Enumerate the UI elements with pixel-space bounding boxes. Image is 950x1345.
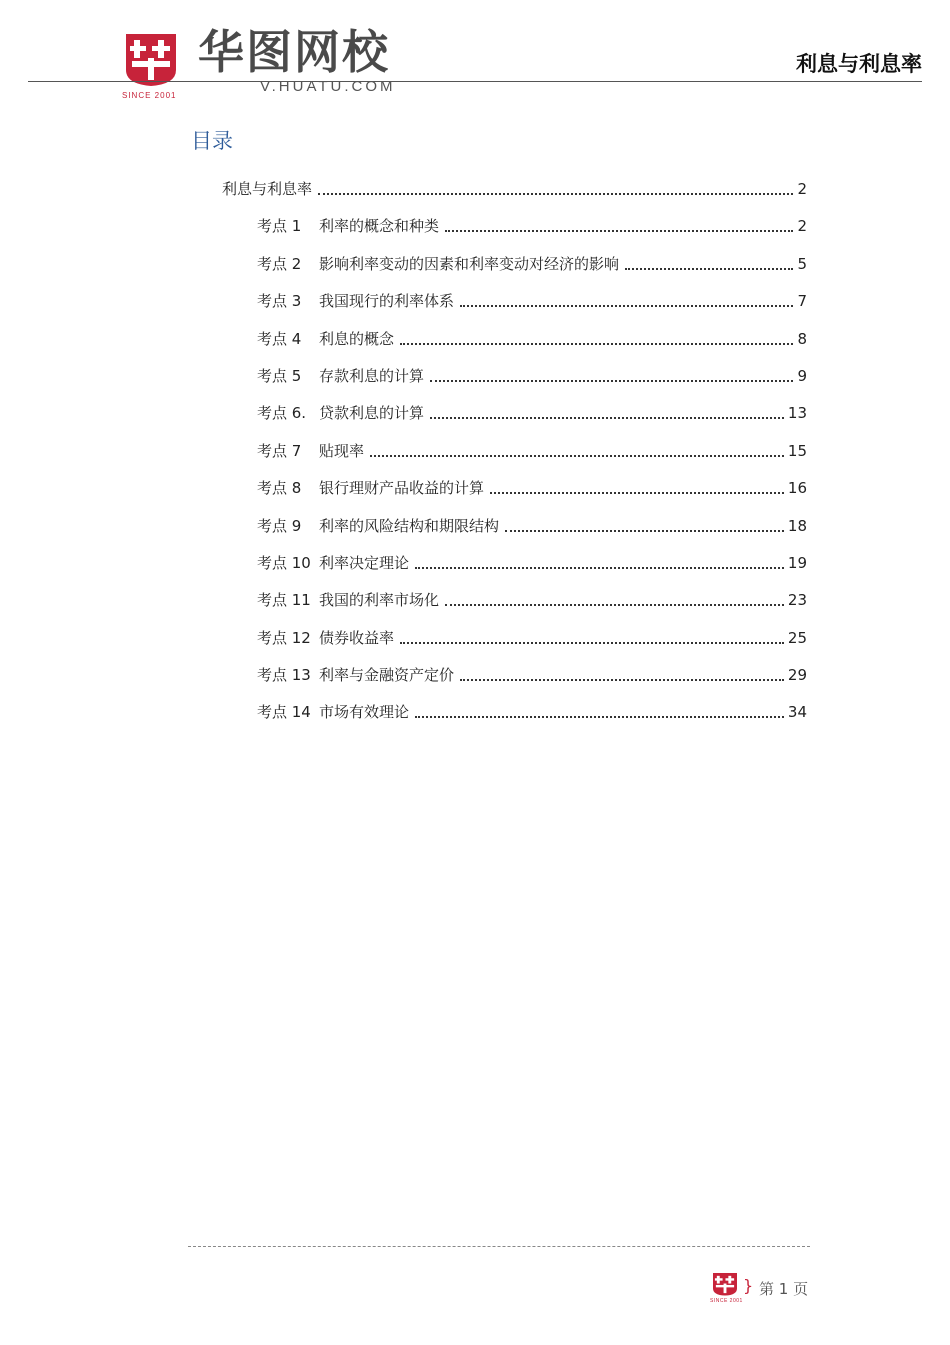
toc-entry-label: 利率决定理论 xyxy=(319,553,410,572)
toc-entry-label: 我国现行的利率体系 xyxy=(319,292,455,311)
toc-page-number: 8 xyxy=(797,329,807,348)
footer-since-text: SINCE 2001 xyxy=(710,1298,743,1304)
toc-entry[interactable] xyxy=(257,477,807,514)
toc-entry[interactable] xyxy=(257,701,807,738)
footer-page-number: 第 1 页 xyxy=(759,1280,809,1298)
brand-url: V.HUATU.COM xyxy=(260,78,396,95)
toc-entry-number: 考点 1 xyxy=(257,217,302,236)
toc-entry-number: 考点 8 xyxy=(257,479,302,498)
toc-entry-number: 考点 13 xyxy=(257,666,311,685)
toc-entry-number: 考点 6. xyxy=(257,404,307,423)
toc-entry[interactable] xyxy=(257,215,807,252)
toc-leader-dots xyxy=(490,477,784,494)
footer-brace: } xyxy=(743,1276,754,1295)
toc-entry[interactable] xyxy=(257,253,807,290)
toc-page-number: 16 xyxy=(787,479,807,498)
header-divider xyxy=(28,81,922,82)
toc-entry[interactable] xyxy=(257,589,807,626)
toc-leader-dots xyxy=(400,328,793,345)
toc-entry-number: 考点 10 xyxy=(257,553,311,572)
toc-entry[interactable] xyxy=(257,328,807,365)
toc-leader-dots xyxy=(370,440,784,457)
toc-page-number: 23 xyxy=(787,591,807,610)
toc-page-number: 19 xyxy=(787,553,807,572)
toc-entry[interactable] xyxy=(257,515,807,552)
toc-leader-dots xyxy=(460,290,793,307)
toc-page-number: 9 xyxy=(797,366,807,385)
toc-leader-dots xyxy=(505,515,784,532)
toc-page-number: 13 xyxy=(787,404,807,423)
toc-entry-number: 考点 3 xyxy=(257,292,302,311)
footer-divider xyxy=(188,1246,810,1247)
toc-page-number: 2 xyxy=(797,180,807,198)
header-doc-title: 利息与利息率 xyxy=(796,52,922,76)
toc-page-number: 15 xyxy=(787,441,807,460)
toc-entry-label: 市场有效理论 xyxy=(319,703,410,722)
toc-entry-number: 考点 14 xyxy=(257,703,311,722)
toc-entry[interactable] xyxy=(257,402,807,439)
toc-entry-number: 考点 5 xyxy=(257,366,302,385)
toc-entry-label: 贴现率 xyxy=(319,441,365,460)
toc-leader-dots xyxy=(400,627,784,644)
huatu-footer-logo-icon xyxy=(711,1272,739,1296)
toc-entry-label: 我国的利率市场化 xyxy=(319,591,440,610)
table-of-contents xyxy=(222,178,807,739)
toc-page-number: 29 xyxy=(787,666,807,685)
toc-leader-dots xyxy=(430,365,793,382)
toc-entry-label: 影响利率变动的因素和利率变动对经济的影响 xyxy=(319,254,620,273)
toc-leader-dots xyxy=(445,589,784,606)
toc-entry-number: 考点 12 xyxy=(257,628,311,647)
toc-page-number: 2 xyxy=(797,217,807,236)
toc-page-number: 25 xyxy=(787,628,807,647)
toc-entry-number: 考点 7 xyxy=(257,441,302,460)
toc-entry-label: 债券收益率 xyxy=(319,628,395,647)
toc-leader-dots xyxy=(445,215,793,232)
toc-page-number: 7 xyxy=(797,292,807,311)
toc-entry-label: 利息与利息率 xyxy=(222,180,313,198)
toc-entry-label: 利率的风险结构和期限结构 xyxy=(319,516,500,535)
toc-entry-label: 存款利息的计算 xyxy=(319,366,425,385)
toc-entry-number: 考点 2 xyxy=(257,254,302,273)
huatu-logo-icon xyxy=(122,30,180,88)
toc-leader-dots xyxy=(430,402,784,419)
toc-entry-label: 利率与金融资产定价 xyxy=(319,666,455,685)
logo-since-text: SINCE 2001 xyxy=(122,91,177,100)
brand-name: 华图网校 xyxy=(198,25,390,79)
toc-leader-dots xyxy=(460,664,784,681)
toc-entry[interactable] xyxy=(257,664,807,701)
toc-page-number: 5 xyxy=(797,254,807,273)
toc-entry-number: 考点 11 xyxy=(257,591,311,610)
toc-heading: 目录 xyxy=(191,129,233,153)
page-header xyxy=(0,0,950,110)
toc-entry[interactable] xyxy=(257,365,807,402)
toc-entry[interactable] xyxy=(257,290,807,327)
toc-entry-number: 考点 4 xyxy=(257,329,302,348)
toc-main-entry[interactable] xyxy=(222,178,807,215)
toc-entry[interactable] xyxy=(257,552,807,589)
toc-leader-dots xyxy=(625,253,793,270)
toc-page-number: 34 xyxy=(787,703,807,722)
toc-entry-label: 利率的概念和种类 xyxy=(319,217,440,236)
toc-entry[interactable] xyxy=(257,627,807,664)
toc-leader-dots xyxy=(415,552,784,569)
toc-leader-dots xyxy=(415,701,784,718)
toc-page-number: 18 xyxy=(787,516,807,535)
toc-entry-label: 贷款利息的计算 xyxy=(319,404,425,423)
toc-entry-label: 利息的概念 xyxy=(319,329,395,348)
toc-leader-dots xyxy=(318,178,793,195)
toc-entry-label: 银行理财产品收益的计算 xyxy=(319,479,485,498)
toc-entry-number: 考点 9 xyxy=(257,516,302,535)
toc-entry[interactable] xyxy=(257,440,807,477)
